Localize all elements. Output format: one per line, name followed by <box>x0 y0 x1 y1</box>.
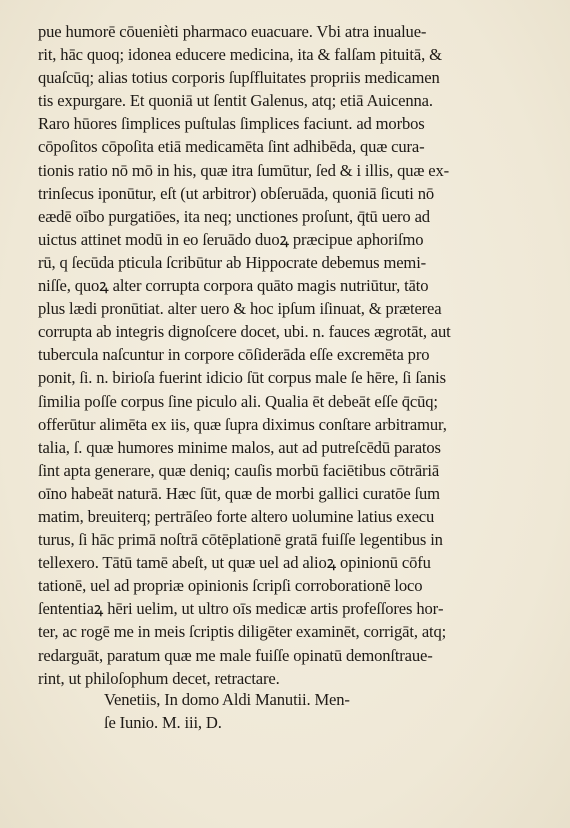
text-line: quaſcūq; alias totius corporis ſupſfluitates propriis medicamen <box>38 68 440 88</box>
text-line: cōpoſitos cōpoſita etiā medicamēta ſint adhibēda, quæ cura‑ <box>38 137 425 157</box>
text-line: tubercula naſcuntur in corpore cōſiderāda eſſe excremēta pro <box>38 345 430 365</box>
text-line: tis expurgare. Et quoniā ut ſentit Galenus, atq; etiā Auicenna. <box>38 91 433 111</box>
text-line: ponit, ſi. n. birioſa fuerint idicio ſūt corpus male ſe hēre, ſi ſanis <box>38 368 446 388</box>
text-line: uictus attinet modū in eo ſeruādo duoꝝ præcipue aphoriſmo <box>38 229 424 249</box>
text-line: redarguāt, paratum quæ me male fuiſſe opinatū demonſtraue‑ <box>38 645 433 665</box>
text-line: oīno habeāt naturā. Hæc ſūt, quæ de morbi gallici curatōe ſum <box>38 483 440 503</box>
text-line: eædē oībo purgatiōes, ita neq; unctiones proſunt, q̄tū uero ad <box>38 206 430 226</box>
text-line: ſimilia poſſe corpus ſine piculo ali. Qualia ēt debeāt eſſe q̄cūq; <box>38 391 438 411</box>
text-line: tionis ratio nō mō in his, quæ itra ſumūtur, ſed & i illis, quæ ex‑ <box>38 160 450 180</box>
text-line: ſententiaꝝ hēri uelim, ut ultro oīs medicæ artis profeſſores hor‑ <box>38 599 444 619</box>
text-line: ſint apta generare, quæ deniq; cauſis morbū faciētibus cōtrāriā <box>38 460 440 480</box>
text-line: niſſe, quoꝝ alter corrupta corpora quāto magis nutriūtur, tāto <box>38 276 429 296</box>
text-line: tationē, uel ad propriæ opinionis ſcripſi corroborationē loco <box>38 576 423 596</box>
text-line: ter, ac rogē me in meis ſcriptis diligēter examinēt, corrigāt, atq; <box>38 622 447 642</box>
text-line: rū, q ſecūda pticula ſcribūtur ab Hippocrate debemus memi‑ <box>38 252 427 272</box>
text-line: offerūtur alimēta ex iis, quæ ſupra diximus conſtare arbitramur, <box>38 414 447 434</box>
text-line: Raro hūores ſimplices puſtulas ſimplices faciunt. ad morbos <box>38 114 425 134</box>
text-line: talia, ſ. quæ humores minime malos, aut ad putreſcēdū paratos <box>38 437 441 457</box>
body-text <box>38 20 534 690</box>
text-line: rint, ut philoſophum decet, retractare. <box>38 668 280 688</box>
colophon-line: Venetiis, In domo Aldi Manutii. Men‑ <box>104 690 350 709</box>
text-line: corrupta ab integris dignoſcere docet, ubi. n. fauces ægrotāt, aut <box>38 322 451 342</box>
text-line: turus, ſi hāc primā noſtrā cōtēplationē gratā fuiſſe legentibus in <box>38 530 443 550</box>
text-line: pue humorē cōuenièti pharmaco euacuare. Vbi atra inualue‑ <box>38 22 427 41</box>
text-line: tellexero. Tātū tamē abeſt, ut quæ uel ad alioꝝ opinionū cōfu <box>38 553 431 573</box>
colophon-line: ſe Iunio. M. iii, D. <box>104 713 222 732</box>
text-line: matim, breuiterq; pertrāſeo forte altero uolumine latius execu <box>38 506 435 526</box>
text-line: trinſecus iponūtur, eſt (ut arbitror) obſeruāda, quoniā ſicuti nō <box>38 183 435 203</box>
text-line: rit, hāc quoq; idonea educere medicina, ita & falſam pituitā, & <box>38 45 442 65</box>
colophon <box>104 688 444 734</box>
text-line: plus lædi pronūtiat. alter uero & hoc ipſum iſinuat, & præterea <box>38 299 442 319</box>
